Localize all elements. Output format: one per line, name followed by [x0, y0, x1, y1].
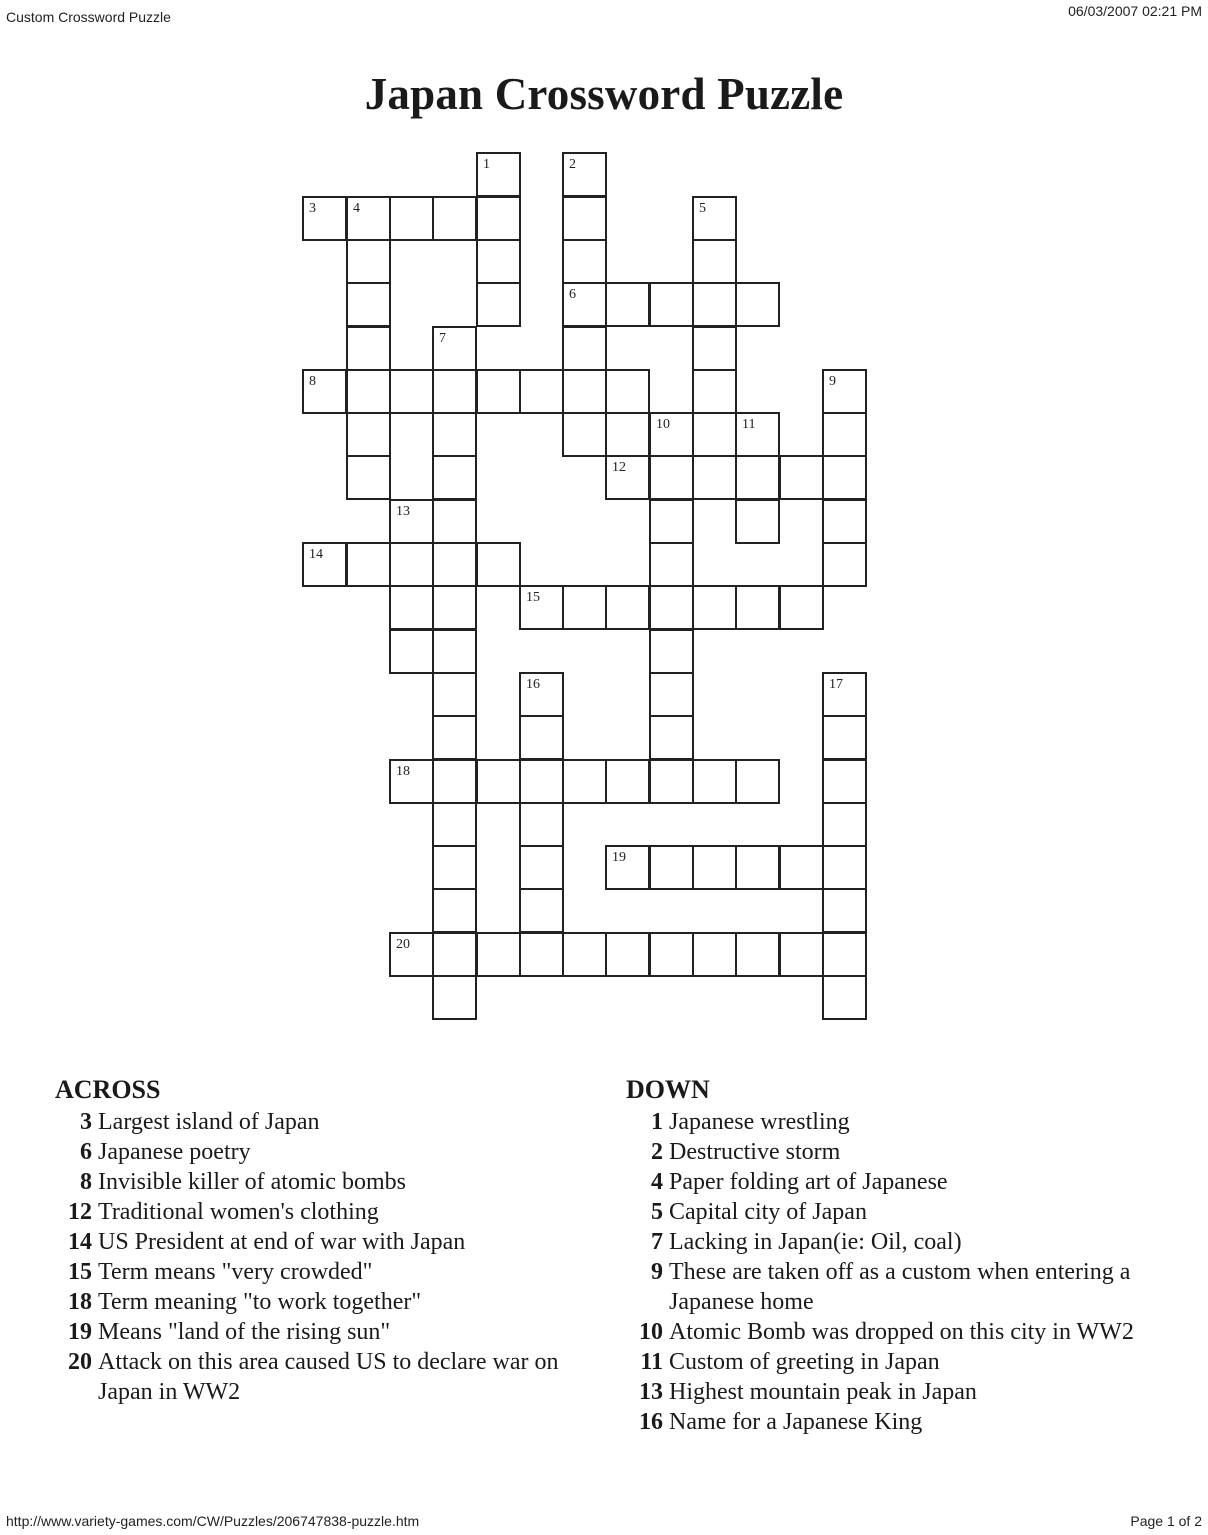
- grid-cell-19[interactable]: [605, 845, 650, 890]
- clue-text: Traditional women's clothing: [98, 1199, 379, 1225]
- grid-cell-20[interactable]: [389, 932, 434, 977]
- grid-cell-4[interactable]: [346, 196, 391, 241]
- clue-number: 16: [639, 1409, 663, 1435]
- grid-cell[interactable]: [779, 932, 824, 977]
- grid-cell[interactable]: [779, 455, 824, 500]
- grid-cell[interactable]: [346, 455, 391, 500]
- grid-cell[interactable]: [822, 715, 867, 760]
- clue-number: 3: [309, 201, 316, 216]
- grid-cell-6[interactable]: [562, 282, 607, 327]
- grid-cell[interactable]: [476, 542, 521, 587]
- clue-number: 6: [569, 287, 576, 302]
- grid-cell[interactable]: [605, 282, 650, 327]
- grid-cell[interactable]: [605, 412, 650, 457]
- header-app-name: Custom Crossword Puzzle: [6, 9, 171, 25]
- grid-cell-18[interactable]: [389, 759, 434, 804]
- clue-number: 19: [68, 1319, 92, 1345]
- grid-cell[interactable]: [432, 196, 477, 241]
- grid-cell[interactable]: [476, 239, 521, 284]
- clue-text: Term meaning "to work together": [98, 1289, 422, 1315]
- grid-cell[interactable]: [692, 239, 737, 284]
- grid-cell[interactable]: [649, 932, 694, 977]
- clue-number: 10: [656, 417, 670, 432]
- grid-cell[interactable]: [432, 932, 477, 977]
- clue-number: 14: [68, 1229, 92, 1255]
- grid-cell[interactable]: [519, 888, 564, 933]
- grid-cell[interactable]: [692, 932, 737, 977]
- grid-cell[interactable]: [519, 802, 564, 847]
- clue-number: 16: [526, 677, 540, 692]
- grid-cell[interactable]: [432, 845, 477, 890]
- clue-text: US President at end of war with Japan: [98, 1229, 466, 1255]
- clue-text: Highest mountain peak in Japan: [669, 1379, 977, 1405]
- down-clue: [626, 1107, 1166, 1137]
- grid-cell-17[interactable]: [822, 672, 867, 717]
- clue-number: 11: [742, 417, 756, 432]
- down-clue: [626, 1377, 1166, 1407]
- clue-text: These are taken off as a custom when entering a Japanese home: [669, 1259, 1131, 1315]
- grid-cell[interactable]: [822, 845, 867, 890]
- grid-cell[interactable]: [562, 585, 607, 630]
- grid-cell[interactable]: [389, 585, 434, 630]
- clue-number: 1: [651, 1109, 663, 1135]
- clue-text: Atomic Bomb was dropped on this city in WW2: [669, 1319, 1134, 1345]
- grid-cell[interactable]: [519, 932, 564, 977]
- grid-cell[interactable]: [692, 412, 737, 457]
- clue-text: Capital city of Japan: [669, 1199, 867, 1225]
- grid-cell[interactable]: [649, 282, 694, 327]
- clue-number: 11: [640, 1349, 663, 1375]
- grid-cell[interactable]: [692, 369, 737, 414]
- clue-text: Custom of greeting in Japan: [669, 1349, 940, 1375]
- grid-cell[interactable]: [735, 455, 780, 500]
- grid-cell[interactable]: [605, 759, 650, 804]
- clue-number: 13: [396, 504, 410, 519]
- clue-text: Name for a Japanese King: [669, 1409, 923, 1435]
- down-heading: DOWN: [626, 1075, 710, 1104]
- across-clue: [55, 1197, 575, 1227]
- grid-cell[interactable]: [822, 759, 867, 804]
- grid-cell[interactable]: [519, 759, 564, 804]
- grid-cell[interactable]: [649, 672, 694, 717]
- grid-cell[interactable]: [476, 196, 521, 241]
- grid-cell-3[interactable]: [302, 196, 347, 241]
- grid-cell[interactable]: [692, 455, 737, 500]
- grid-cell[interactable]: [822, 932, 867, 977]
- footer-page-number: Page 1 of 2: [1130, 1513, 1202, 1529]
- down-clue: [626, 1197, 1166, 1227]
- grid-cell-10[interactable]: [649, 412, 694, 457]
- grid-cell[interactable]: [432, 412, 477, 457]
- down-clue: [626, 1257, 1166, 1317]
- grid-cell[interactable]: [692, 326, 737, 371]
- clue-text: Attack on this area caused US to declare war on Japan in WW2: [98, 1349, 559, 1405]
- clue-number: 10: [639, 1319, 663, 1345]
- clue-number: 1: [483, 157, 490, 172]
- grid-cell[interactable]: [649, 499, 694, 544]
- grid-cell[interactable]: [432, 975, 477, 1020]
- clue-number: 4: [353, 201, 360, 216]
- clue-number: 20: [396, 937, 410, 952]
- across-clues: [55, 1075, 575, 1407]
- across-clue-list: [55, 1107, 575, 1407]
- grid-cell[interactable]: [605, 585, 650, 630]
- clue-number: 19: [612, 850, 626, 865]
- grid-cell[interactable]: [649, 715, 694, 760]
- grid-cell[interactable]: [389, 196, 434, 241]
- clue-number: 17: [829, 677, 843, 692]
- grid-cell[interactable]: [735, 845, 780, 890]
- grid-cell[interactable]: [649, 845, 694, 890]
- grid-cell[interactable]: [562, 196, 607, 241]
- down-clues: [626, 1075, 1166, 1437]
- grid-cell[interactable]: [562, 239, 607, 284]
- grid-cell[interactable]: [346, 412, 391, 457]
- down-clue: [626, 1137, 1166, 1167]
- down-clue: [626, 1317, 1166, 1347]
- grid-cell[interactable]: [432, 802, 477, 847]
- clue-number: 7: [439, 331, 446, 346]
- clue-number: 2: [651, 1139, 663, 1165]
- down-clue: [626, 1167, 1166, 1197]
- clue-number: 9: [651, 1259, 663, 1285]
- clue-number: 2: [569, 157, 576, 172]
- clue-text: Means "land of the rising sun": [98, 1319, 391, 1345]
- grid-cell[interactable]: [432, 455, 477, 500]
- grid-cell[interactable]: [476, 932, 521, 977]
- grid-cell[interactable]: [389, 369, 434, 414]
- grid-cell[interactable]: [822, 888, 867, 933]
- grid-cell[interactable]: [562, 932, 607, 977]
- grid-cell-8[interactable]: [302, 369, 347, 414]
- clue-number: 18: [68, 1289, 92, 1315]
- page-title: Japan Crossword Puzzle: [364, 69, 844, 119]
- grid-cell[interactable]: [346, 239, 391, 284]
- clue-number: 6: [80, 1139, 92, 1165]
- grid-cell[interactable]: [519, 369, 564, 414]
- clue-number: 9: [829, 374, 836, 389]
- grid-cell[interactable]: [822, 412, 867, 457]
- grid-cell[interactable]: [389, 629, 434, 674]
- grid-cell[interactable]: [735, 932, 780, 977]
- clue-number: 4: [651, 1169, 663, 1195]
- grid-cell[interactable]: [692, 759, 737, 804]
- across-clue: [55, 1257, 575, 1287]
- clue-number: 7: [651, 1229, 663, 1255]
- down-clue: [626, 1227, 1166, 1257]
- grid-cell[interactable]: [649, 629, 694, 674]
- grid-cell[interactable]: [432, 542, 477, 587]
- grid-cell[interactable]: [476, 369, 521, 414]
- clue-text: Japanese poetry: [98, 1139, 251, 1165]
- clue-text: Lacking in Japan(ie: Oil, coal): [669, 1229, 962, 1255]
- clue-text: Destructive storm: [669, 1139, 841, 1165]
- grid-cell-16[interactable]: [519, 672, 564, 717]
- grid-cell[interactable]: [432, 759, 477, 804]
- grid-cell-14[interactable]: [302, 542, 347, 587]
- grid-cell-7[interactable]: [432, 326, 477, 371]
- grid-cell[interactable]: [649, 455, 694, 500]
- clue-text: Paper folding art of Japanese: [669, 1169, 948, 1195]
- clue-number: 5: [651, 1199, 663, 1225]
- grid-cell[interactable]: [346, 282, 391, 327]
- grid-cell[interactable]: [432, 888, 477, 933]
- grid-cell[interactable]: [605, 369, 650, 414]
- grid-cell[interactable]: [476, 282, 521, 327]
- grid-cell-5[interactable]: [692, 196, 737, 241]
- down-clue-list: [626, 1107, 1166, 1437]
- clue-number: 12: [68, 1199, 92, 1225]
- across-clue: [55, 1317, 575, 1347]
- across-clue: [55, 1167, 575, 1197]
- grid-cell[interactable]: [692, 845, 737, 890]
- grid-cell-11[interactable]: [735, 412, 780, 457]
- grid-cell[interactable]: [735, 585, 780, 630]
- grid-cell[interactable]: [562, 759, 607, 804]
- down-clue: [626, 1347, 1166, 1377]
- grid-cell[interactable]: [779, 845, 824, 890]
- clue-number: 5: [699, 201, 706, 216]
- clue-number: 14: [309, 547, 323, 562]
- grid-cell[interactable]: [346, 326, 391, 371]
- clue-text: Invisible killer of atomic bombs: [98, 1169, 406, 1195]
- across-clue: [55, 1137, 575, 1167]
- grid-cell-15[interactable]: [519, 585, 564, 630]
- clue-text: Largest island of Japan: [98, 1109, 320, 1135]
- grid-cell[interactable]: [649, 759, 694, 804]
- grid-cell[interactable]: [346, 542, 391, 587]
- grid-cell[interactable]: [519, 845, 564, 890]
- grid-cell[interactable]: [432, 369, 477, 414]
- clue-number: 15: [68, 1259, 92, 1285]
- grid-cell-9[interactable]: [822, 369, 867, 414]
- grid-cell[interactable]: [649, 542, 694, 587]
- clue-text: Term means "very crowded": [98, 1259, 373, 1285]
- grid-cell[interactable]: [649, 585, 694, 630]
- grid-cell[interactable]: [692, 585, 737, 630]
- header-timestamp: 06/03/2007 02:21 PM: [1068, 3, 1202, 19]
- grid-cell[interactable]: [822, 499, 867, 544]
- grid-cell-13[interactable]: [389, 499, 434, 544]
- grid-cell-2[interactable]: [562, 152, 607, 197]
- grid-cell[interactable]: [562, 326, 607, 371]
- grid-cell[interactable]: [822, 542, 867, 587]
- clue-text: Japanese wrestling: [669, 1109, 850, 1135]
- down-clue: [626, 1407, 1166, 1437]
- clue-number: 15: [526, 590, 540, 605]
- grid-cell[interactable]: [735, 282, 780, 327]
- grid-cell[interactable]: [735, 499, 780, 544]
- grid-cell[interactable]: [692, 282, 737, 327]
- grid-cell[interactable]: [476, 759, 521, 804]
- footer-url: http://www.variety-games.com/CW/Puzzles/206747838-puzzle.htm: [6, 1513, 420, 1529]
- clue-number: 12: [612, 460, 626, 475]
- grid-cell[interactable]: [822, 802, 867, 847]
- across-clue: [55, 1107, 575, 1137]
- grid-cell[interactable]: [432, 672, 477, 717]
- clue-number: 18: [396, 764, 410, 779]
- grid-cell[interactable]: [735, 759, 780, 804]
- across-heading: ACROSS: [55, 1075, 161, 1104]
- grid-cell[interactable]: [432, 585, 477, 630]
- grid-cell[interactable]: [605, 932, 650, 977]
- across-clue: [55, 1227, 575, 1257]
- grid-cell[interactable]: [779, 585, 824, 630]
- grid-cell[interactable]: [822, 455, 867, 500]
- grid-cell[interactable]: [562, 412, 607, 457]
- grid-cell-1[interactable]: [476, 152, 521, 197]
- clue-number: 20: [68, 1349, 92, 1375]
- clue-number: 8: [80, 1169, 92, 1195]
- across-clue: [55, 1287, 575, 1317]
- grid-cell[interactable]: [346, 369, 391, 414]
- clue-number: 13: [639, 1379, 663, 1405]
- grid-cell[interactable]: [519, 715, 564, 760]
- grid-cell[interactable]: [432, 715, 477, 760]
- grid-cell[interactable]: [822, 975, 867, 1020]
- grid-cell-12[interactable]: [605, 455, 650, 500]
- clue-number: 8: [309, 374, 316, 389]
- across-clue: [55, 1347, 575, 1407]
- grid-cell[interactable]: [389, 542, 434, 587]
- grid-cell[interactable]: [562, 369, 607, 414]
- clue-number: 3: [80, 1109, 92, 1135]
- grid-cell[interactable]: [432, 499, 477, 544]
- grid-cell[interactable]: [432, 629, 477, 674]
